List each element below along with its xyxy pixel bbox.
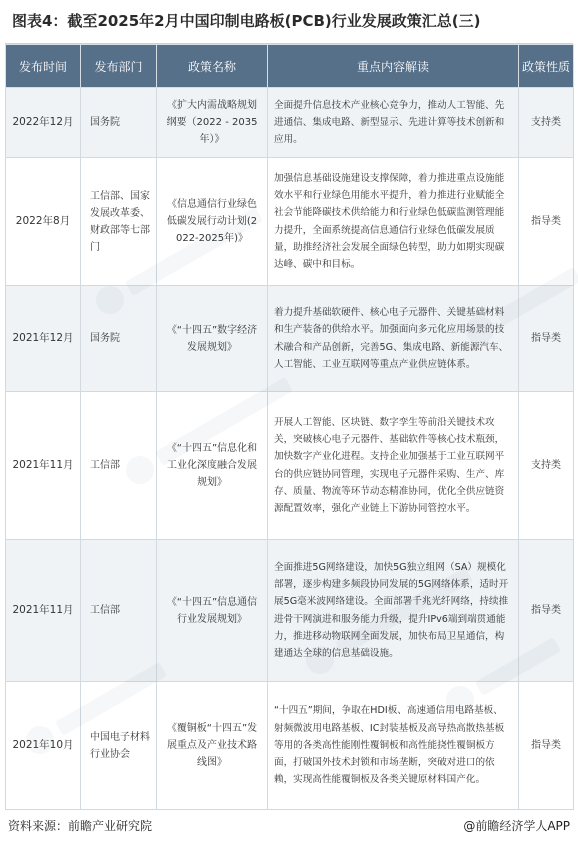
cell-content: 着力提升基础软硬件、核心电子元器件、关键基础材料和生产装备的供给水平。加强面向多元化应用场景的技术融合和产品创新，完善5G、集成电路、新能源汽车、人工智能、工业互联网等重点产业供应链体系。 xyxy=(268,286,519,392)
cell-time: 2022年12月 xyxy=(6,88,81,158)
column-header-name: 政策名称 xyxy=(157,45,268,88)
cell-time: 2021年11月 xyxy=(6,392,81,540)
cell-content: 开展人工智能、区块链、数字孪生等前沿关键技术攻关，突破核心电子元器件、基础软件等核心技术瓶颈，加快数字产业化进程。支持企业加强基于工业互联网平台的供应链协同管理，实现电子元器件采购、生产、库存、质量、物流等环节动态精准协同，优化全供应链资源配置效率，强化产业链上下游协同管控水平。 xyxy=(268,392,519,540)
cell-nature: 指导类 xyxy=(519,158,574,286)
cell-dept: 工信部 xyxy=(81,540,157,682)
cell-dept: 工信部、国家发展改革委、财政部等七部门 xyxy=(81,158,157,286)
table-row xyxy=(6,682,574,810)
table-row xyxy=(6,540,574,682)
cell-nature: 支持类 xyxy=(519,392,574,540)
cell-nature: 指导类 xyxy=(519,286,574,392)
cell-dept: 国务院 xyxy=(81,88,157,158)
cell-content: “十四五”期间，争取在HDI板、高速通信用电路基板、射频微波用电路基板、IC封装基板及高导热高散热基板等用的各类高性能刚性覆铜板和高性能挠性覆铜板方面，打破国外技术封锁和市场垄断，突破对进口的依赖，实现高性能覆铜板及各类关键原材料国产化。 xyxy=(268,682,519,810)
cell-policy-name: 《信息通信行业绿色低碳发展行动计划(2022-2025年)》 xyxy=(157,158,268,286)
chart-title: 图表4：截至2025年2月中国印制电路板(PCB)行业发展政策汇总(三) xyxy=(12,12,481,30)
cell-policy-name: 《扩大内需战略规划纲要（2022 - 2035年）》 xyxy=(157,88,268,158)
cell-nature: 指导类 xyxy=(519,682,574,810)
table-row xyxy=(6,286,574,392)
cell-content: 全面提升信息技术产业核心竞争力，推动人工智能、先进通信、集成电路、新型显示、先进计算等技术创新和应用。 xyxy=(268,88,519,158)
cell-content: 加强信息基础设施建设支撑保障，着力推进重点设施能效水平和行业绿色用能水平提升，着力推进行业赋能全社会节能降碳技术供给能力和行业绿色低碳监测管理能力提升，全面系统提高信息通信行业绿色低碳发展质量，助推经济社会发展全面绿色转型，助力如期实现碳达峰、碳中和目标。 xyxy=(268,158,519,286)
cell-dept: 工信部 xyxy=(81,392,157,540)
cell-time: 2022年8月 xyxy=(6,158,81,286)
brand-credit: @前瞻经济学人APP xyxy=(463,819,570,833)
cell-policy-name: 《“十四五”数字经济发展规划》 xyxy=(157,286,268,392)
cell-policy-name: 《“十四五”信息通信行业发展规划》 xyxy=(157,540,268,682)
cell-content: 全面推进5G网络建设，加快5G独立组网（SA）规模化部署，逐步构建多频段协同发展的5G网络体系，适时开展5G毫米波网络建设。全面部署千兆光纤网络，持续推进骨干网演进和服务能力升级，提升IPv6端到端贯通能力，推进移动物联网全面发展，加快布局卫星通信，构建通达全球的信息基础设施。 xyxy=(268,540,519,682)
column-header-time: 发布时间 xyxy=(6,45,81,88)
cell-nature: 支持类 xyxy=(519,88,574,158)
cell-nature: 指导类 xyxy=(519,540,574,682)
table-row xyxy=(6,158,574,286)
table-row xyxy=(6,88,574,158)
source-note: 资料来源：前瞻产业研究院 xyxy=(8,819,153,833)
column-header-dept: 发布部门 xyxy=(81,45,157,88)
cell-time: 2021年12月 xyxy=(6,286,81,392)
table-header-row xyxy=(6,45,574,88)
table-row xyxy=(6,392,574,540)
policy-table xyxy=(5,44,574,810)
cell-time: 2021年11月 xyxy=(6,540,81,682)
column-header-nature: 政策性质 xyxy=(519,45,574,88)
cell-time: 2021年10月 xyxy=(6,682,81,810)
policy-table-container xyxy=(5,43,573,812)
cell-policy-name: 《“十四五”信息化和工业化深度融合发展规划》 xyxy=(157,392,268,540)
cell-policy-name: 《覆铜板“十四五”发展重点及产业技术路线图》 xyxy=(157,682,268,810)
cell-dept: 中国电子材料行业协会 xyxy=(81,682,157,810)
cell-dept: 国务院 xyxy=(81,286,157,392)
column-header-content: 重点内容解读 xyxy=(268,45,519,88)
